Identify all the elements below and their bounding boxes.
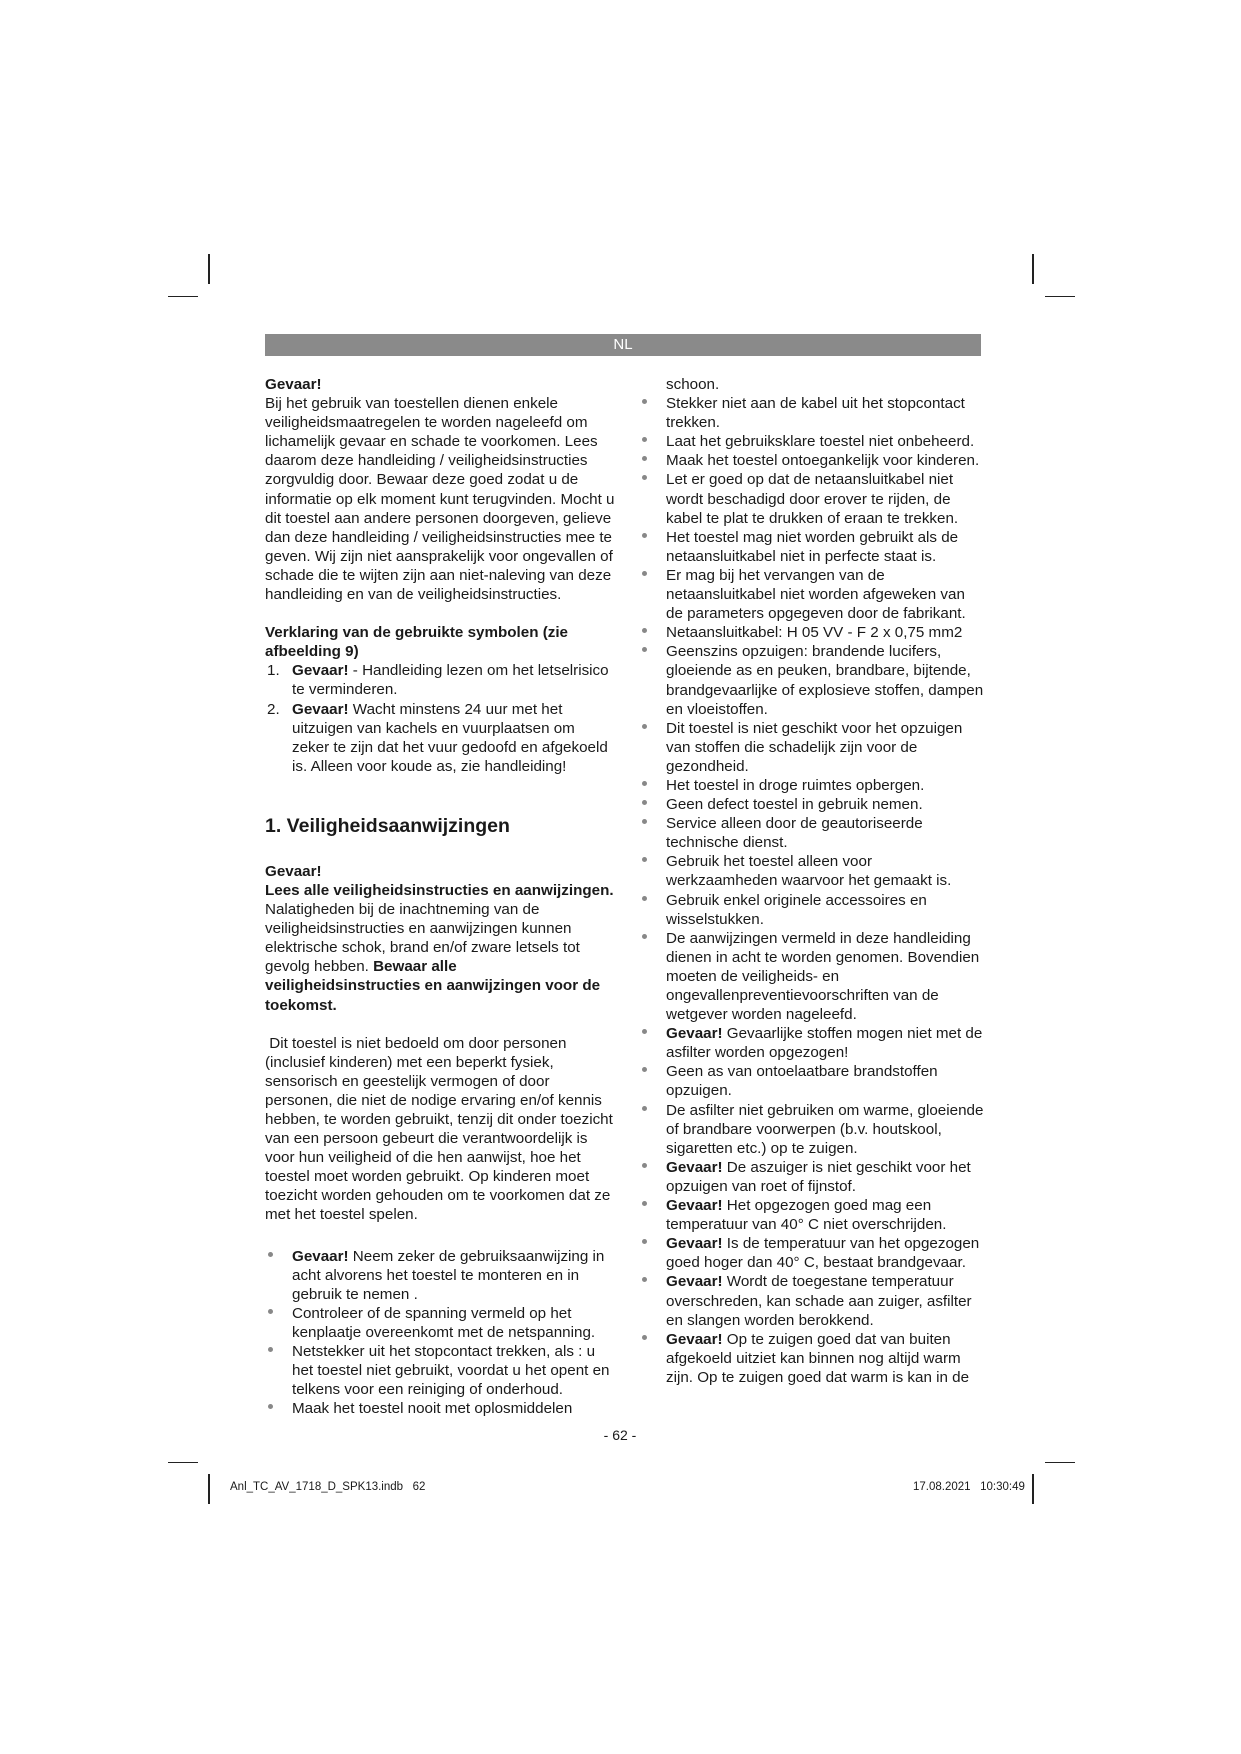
bullet-item: [639, 432, 984, 451]
bullet-item: [639, 528, 984, 566]
symbols-heading: Verklaring van de gebruikte symbolen (zie afbeelding 9): [265, 624, 569, 661]
bullet-text: Service alleen door de geautoriseerde technische dienst.: [666, 815, 923, 852]
read-all-text: Nalatigheden bij de inachtneming van de veiligheidsinstructies en aanwijzingen kunnen elektrische schok, brand en/of zware letsels tot gevolg hebben.: [265, 901, 580, 976]
bullet-item: [639, 1330, 984, 1387]
crop-mark: [1045, 296, 1075, 297]
bullet-text: Geenszins opzuigen: brandende lucifers, gloeiende as en peuken, brandbare, bijtende, brandgevaarlijke of explosieve stoffen, dampen en vloeistoffen.: [666, 643, 984, 718]
symbol-number: 1.: [267, 662, 280, 680]
bullet-item: [639, 394, 984, 432]
bullet-text: De aanwijzingen vermeld in deze handleiding dienen in acht te worden genomen. Bovendien moeten de veiligheids- en ongevallenpreventievoorschriften van de wetgever worden nageleefd.: [666, 929, 980, 1024]
bullet-item: [639, 1234, 984, 1272]
bullet-item: [639, 1158, 984, 1196]
crop-mark: [168, 296, 198, 297]
page-number: - 62 -: [603, 1427, 637, 1443]
right-column: [639, 375, 984, 1387]
bullet-text: Wordt de toegestane temperatuur overschreden, kan schade aan zuiger, asfilter en slangen worden berokkend.: [666, 1273, 972, 1329]
bullet-bold: Gevaar!: [666, 1330, 723, 1348]
symbol-text: Wacht minstens 24 uur met het uitzuigen van kachels en vuurplaatsen om zeker te zijn dat het vuur gedoofd en afgekoeld is. Alleen voor koude as, zie handleiding!: [292, 700, 608, 775]
bullet-bold: Gevaar!: [666, 1197, 723, 1215]
crop-mark: [1032, 254, 1034, 284]
bullet-item: [265, 1342, 615, 1399]
bullet-item: [639, 623, 984, 642]
bullet-item: [639, 814, 984, 852]
bullet-text: Laat het gebruiksklare toestel niet onbeheerd.: [666, 433, 975, 451]
bullet-text: Het toestel in droge ruimtes opbergen.: [666, 776, 925, 794]
bullet-item: [639, 451, 984, 470]
intro-paragraph: Bij het gebruik van toestellen dienen enkele veiligheidsmaatregelen te worden nageleefd om lichamelijk gevaar en schade te voorkomen. Lees daarom deze handleiding / veiligheidsinstructies zorgvuldig door. Bewaar deze goed zodat u de informatie op elk moment kunt terugvinden. Mocht u dit toestel aan andere personen doorgeven, gelieve dan deze handleiding / veiligheidsinstructies mee te geven. Wij zijn niet aansprakelijk voor ongevallen of schade die te wijten zijn aan niet-naleving van deze handleiding en van de veiligheidsinstructies.: [265, 395, 615, 604]
bullet-item: [639, 929, 984, 1024]
language-tag: NL: [613, 336, 633, 353]
bullet-bold: Gevaar!: [666, 1158, 723, 1176]
bullet-item: [639, 891, 984, 929]
children-paragraph: Dit toestel is niet bedoeld om door personen (inclusief kinderen) met een beperkt fysiek, sensorisch en geestelijk vermogen of door personen, die niet de nodige ervaring en/of kennis hebben, te worden gebruikt, tenzij dit onder toezicht van een persoon gebeurt die verantwoordelijk is voor hun veiligheid of die hen aanwijst, hoe het toestel moet worden gebruikt. Op kinderen moet toezicht worden gehouden om te voorkomen dat ze met het toestel spelen.: [265, 1034, 618, 1224]
right-bullet-list: [639, 394, 984, 1387]
bullet-item: [639, 719, 984, 776]
continuation-text: schoon.: [666, 376, 720, 393]
bullet-bold: Gevaar!: [666, 1273, 723, 1291]
bullet-text: Is de temperatuur van het opgezogen goed hoger dan 40° C, bestaat brandgevaar.: [666, 1235, 980, 1272]
bullet-text: Netaansluitkabel: H 05 VV - F 2 x 0,75 mm2: [666, 624, 963, 642]
footer-timestamp: 17.08.2021 10:30:49: [913, 1481, 1025, 1493]
read-all-paragraph: [265, 881, 615, 1015]
crop-mark: [208, 1474, 210, 1504]
bullet-text: Op te zuigen goed dat van buiten afgekoeld uitziet kan binnen nog altijd warm zijn. Op te zuigen goed dat warm is kan in de: [666, 1330, 970, 1386]
intro-heading: Gevaar!: [265, 376, 322, 393]
bullet-text: Gebruik het toestel alleen voor werkzaamheden waarvoor het gemaakt is.: [666, 853, 952, 890]
bullet-text: De asfilter niet gebruiken om warme, gloeiende of brandbare voorwerpen (b.v. houtskool, sigaretten etc.) op te zuigen.: [666, 1101, 984, 1157]
bullet-text: Geen as van ontoelaatbare brandstoffen opzuigen.: [666, 1063, 938, 1100]
bullet-text: Stekker niet aan de kabel uit het stopcontact trekken.: [666, 395, 965, 432]
bullet-item: [639, 470, 984, 527]
symbol-number: 2.: [267, 700, 280, 718]
bullet-text: Gebruik enkel originele accessoires en wisselstukken.: [666, 891, 927, 928]
bullet-text: Maak het toestel ontoegankelijk voor kinderen.: [666, 452, 980, 470]
bullet-text: Controleer of de spanning vermeld op het kenplaatje overeenkomt met de netspanning.: [292, 1304, 596, 1341]
bullet-text: Gevaarlijke stoffen mogen niet met de asfilter worden opgezogen!: [666, 1025, 983, 1062]
bullet-item: [639, 1101, 984, 1158]
bullet-item: [265, 1247, 615, 1304]
crop-mark: [1045, 1462, 1075, 1463]
bullet-item: [639, 642, 984, 718]
crop-mark: [1032, 1474, 1034, 1504]
bullet-text: Netstekker uit het stopcontact trekken, als : u het toestel niet gebruikt, voordat u het opent en telkens voor een reiniging of onderhoud.: [292, 1343, 610, 1399]
symbol-label: Gevaar!: [292, 700, 349, 718]
bullet-item: [639, 852, 984, 890]
symbols-list: [265, 661, 615, 776]
left-column: [265, 375, 618, 1418]
bullet-text: Het opgezogen goed mag een temperatuur van 40° C niet overschrijden.: [666, 1197, 947, 1234]
bullet-item: [639, 776, 984, 795]
bullet-item: [639, 1196, 984, 1234]
bullet-item: [639, 566, 984, 623]
bullet-text: Er mag bij het vervangen van de netaansluitkabel niet worden afgeweken van de parameters opgegeven door de fabrikant.: [666, 566, 966, 623]
symbol-text: - Handleiding lezen om het letselrisico te verminderen.: [292, 662, 609, 699]
bullet-item: [265, 1399, 615, 1418]
section-title: 1. Veiligheidsaanwijzingen: [265, 814, 510, 837]
bullet-text: De aszuiger is niet geschikt voor het opzuigen van roet of fijnstof.: [666, 1158, 971, 1195]
section-danger-label: Gevaar!: [265, 862, 322, 880]
bullet-item: [639, 795, 984, 814]
bullet-text: Geen defect toestel in gebruik nemen.: [666, 796, 923, 814]
bullet-item: [265, 1304, 615, 1342]
symbol-label: Gevaar!: [292, 662, 349, 680]
keep-instructions-bold: Bewaar alle veiligheidsinstructies en aanwijzingen voor de toekomst.: [265, 958, 601, 1014]
read-all-bold: Lees alle veiligheidsinstructies en aanwijzingen.: [265, 881, 614, 899]
bullet-bold: Gevaar!: [292, 1247, 349, 1265]
bullet-item: [639, 1024, 984, 1062]
symbol-item: [265, 661, 615, 699]
bullet-text: Let er goed op dat de netaansluitkabel niet wordt beschadigd door erover te rijden, de kabel te plat te drukken of eraan te trekken.: [666, 471, 959, 527]
bullet-item: [639, 1062, 984, 1100]
left-bullet-list: [265, 1247, 615, 1419]
bullet-item: [639, 1272, 984, 1329]
symbol-item: [265, 700, 615, 776]
crop-mark: [208, 254, 210, 284]
bullet-bold: Gevaar!: [666, 1235, 723, 1253]
bullet-text: Neem zeker de gebruiksaanwijzing in acht alvorens het toestel te monteren en in gebruik te nemen .: [292, 1247, 605, 1303]
footer-file-name: Anl_TC_AV_1718_D_SPK13.indb 62: [230, 1481, 426, 1493]
language-header-bar: [265, 334, 981, 356]
bullet-text: Dit toestel is niet geschikt voor het opzuigen van stoffen die schadelijk zijn voor de gezondheid.: [666, 719, 963, 775]
bullet-text: Maak het toestel nooit met oplosmiddelen: [292, 1400, 573, 1418]
bullet-text: Het toestel mag niet worden gebruikt als de netaansluitkabel niet in perfecte staat is.: [666, 528, 959, 565]
crop-mark: [168, 1462, 198, 1463]
bullet-bold: Gevaar!: [666, 1025, 723, 1043]
